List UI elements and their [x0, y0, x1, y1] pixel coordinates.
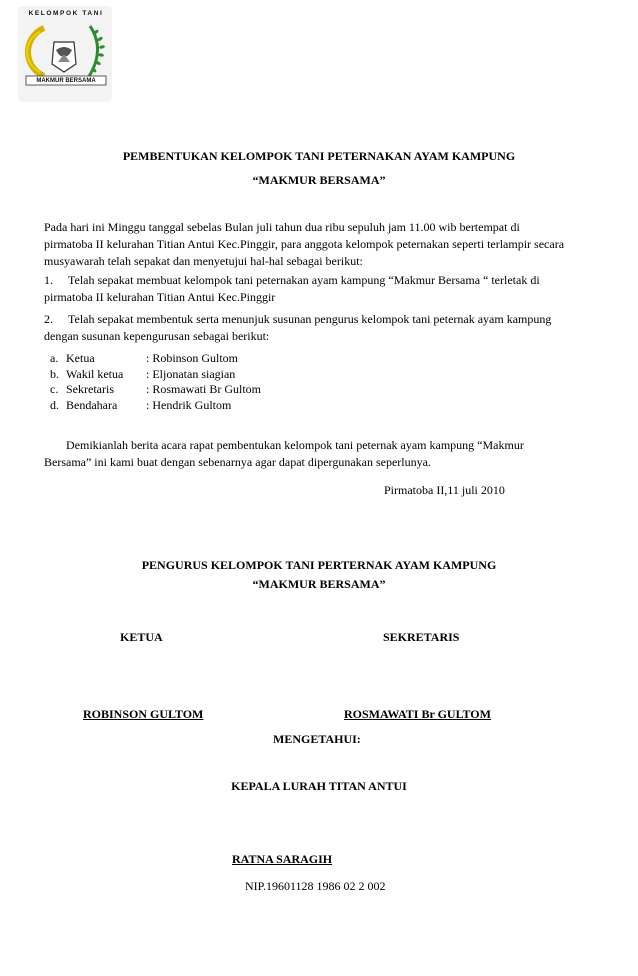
- point-text: Telah sepakat membentuk serta menunjuk susunan pengurus kelompok tani peternak ayam kampung: [68, 312, 552, 326]
- point-number: 1.: [44, 273, 53, 287]
- list-marker: a.: [50, 351, 59, 365]
- closing-paragraph: [44, 437, 600, 471]
- officer-row-vice-chairman: [50, 367, 350, 383]
- village-head-name: RATNA SARAGIH: [232, 852, 333, 866]
- secretary-name: ROSMAWATI Br GULTOM: [344, 707, 491, 721]
- signature-heading: PENGURUS KELOMPOK TANI PERTERNAK AYAM KAMPUNG: [141, 558, 497, 572]
- chairman-name: ROBINSON GULTOM: [83, 707, 204, 721]
- secretary-title: SEKRETARIS: [383, 630, 460, 644]
- signature-subheading: “MAKMUR BERSAMA”: [252, 577, 386, 591]
- officer-role: Bendahara: [66, 397, 118, 412]
- intro-line: musyawarah telah sepakat dan menyetujui hal-hal sebagai berikut:: [44, 254, 363, 268]
- logo-bottom-text: MAKMUR BERSAMA: [36, 78, 96, 84]
- list-marker: b.: [50, 366, 59, 381]
- acknowledgement-label: MENGETAHUI:: [273, 732, 361, 746]
- list-marker: d.: [50, 397, 59, 412]
- officer-role: Sekretaris: [66, 382, 114, 396]
- point-1: [44, 272, 600, 306]
- officer-row-secretary: [50, 382, 350, 398]
- point-number: 2.: [44, 312, 53, 326]
- document-subtitle: “MAKMUR BERSAMA”: [252, 173, 386, 187]
- chairman-title: KETUA: [120, 630, 163, 644]
- intro-paragraph: [44, 219, 600, 270]
- point-text-continued: pirmatoba II kelurahan Titian Antui Kec.Pinggir: [44, 290, 276, 304]
- officer-row-chairman: [50, 351, 350, 367]
- place-date: Pirmatoba II,11 juli 2010: [384, 483, 505, 497]
- officer-name: : Hendrik Gultom: [146, 397, 232, 412]
- officer-row-treasurer: [50, 398, 350, 414]
- closing-line: Demikianlah berita acara rapat pembentukan kelompok tani peternak ayam kampung “Makmur: [66, 438, 524, 452]
- officer-role: Wakil ketua: [66, 366, 124, 381]
- point-text-continued: dengan susunan kepengurusan sebagai berikut:: [44, 329, 270, 343]
- point-2: [44, 311, 600, 345]
- closing-line: Bersama” ini kami buat dengan sebenarnya agar dapat dipergunakan seperlunya.: [44, 455, 431, 469]
- village-head-title: KEPALA LURAH TITAN ANTUI: [231, 779, 407, 793]
- officer-name: : Robinson Gultom: [146, 351, 239, 365]
- document-title: PEMBENTUKAN KELOMPOK TANI PETERNAKAN AYAM KAMPUNG: [122, 149, 516, 163]
- list-marker: c.: [50, 382, 59, 396]
- intro-line: Pada hari ini Minggu tanggal sebelas Bulan juli tahun dua ribu sepuluh jam 11.00 wib bertempat di: [44, 220, 520, 234]
- officer-name: : Rosmawati Br Gultom: [146, 382, 261, 396]
- logo-emblem-graphic: [14, 6, 114, 102]
- organization-logo: [14, 6, 114, 102]
- officer-name: : Eljonatan siagian: [146, 366, 236, 381]
- logo-top-text: KELOMPOK TANI: [28, 10, 104, 17]
- officer-role: Ketua: [66, 351, 95, 365]
- point-text: Telah sepakat membuat kelompok tani peternakan ayam kampung “Makmur Bersama “ terletak di: [68, 273, 540, 287]
- intro-line: pirmatoba II kelurahan Titian Antui Kec.Pinggir, para anggota kelompok peternakan seperti terlampir secara: [44, 237, 565, 251]
- village-head-nip: NIP.19601128 1986 02 2 002: [245, 879, 386, 893]
